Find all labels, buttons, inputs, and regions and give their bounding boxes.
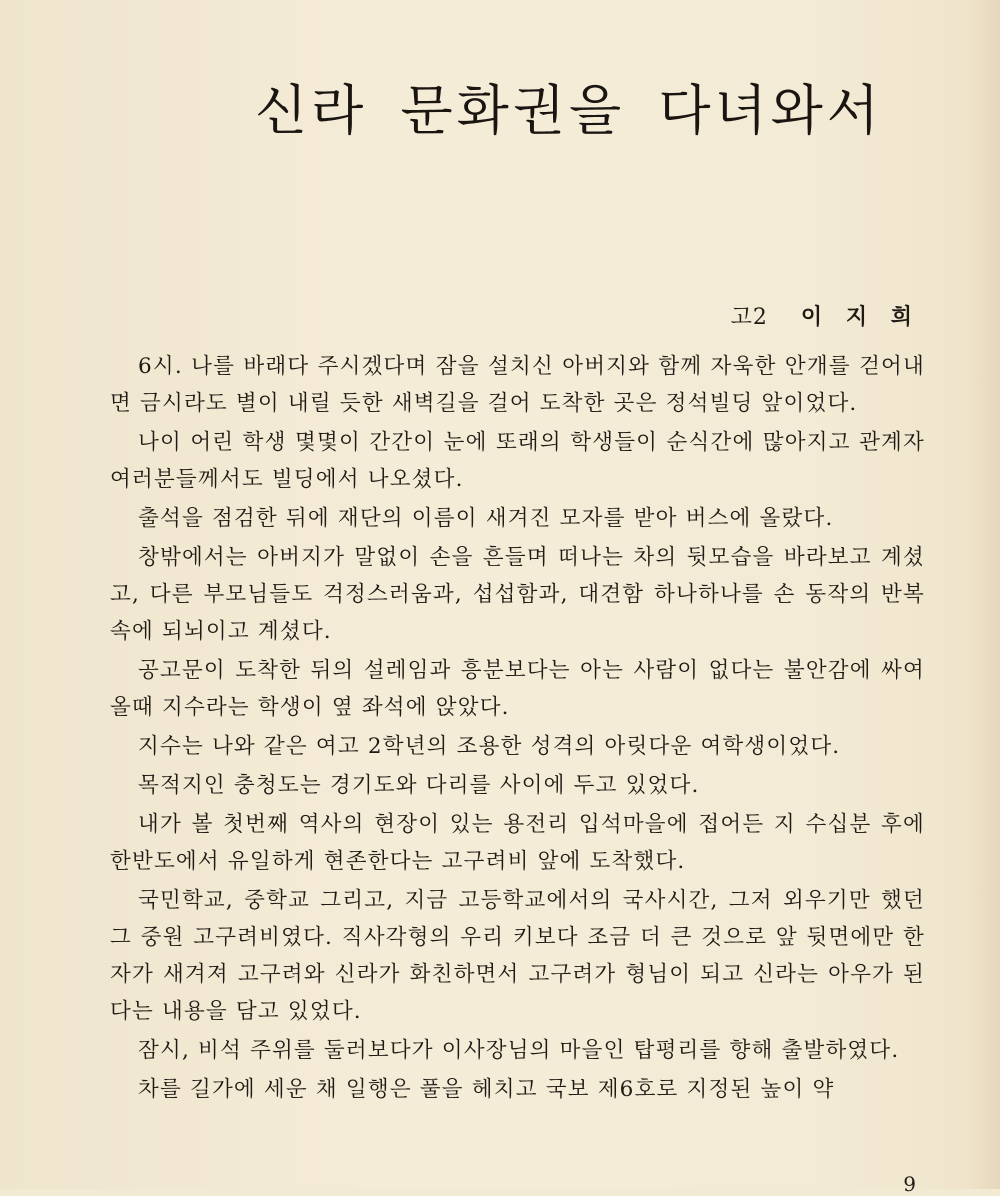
- paragraph: 잠시, 비석 주위를 둘러보다가 이사장님의 마을인 탑평리를 향해 출발하였다.: [138, 1038, 900, 1063]
- paragraph: 나이 어린 학생 몇몇이 간간이 눈에 또래의 학생들이 순식간에 많아지고 관계자 여러분들께서도 빌딩에서 나오셨다.: [110, 430, 925, 492]
- paragraph: 공고문이 도착한 뒤의 설레임과 흥분보다는 아는 사람이 없다는 불안감에 싸여 올때 지수라는 학생이 옆 좌석에 앉았다.: [110, 658, 925, 720]
- paragraph: 내가 볼 첫번째 역사의 현장이 있는 용전리 입석마을에 접어든 지 수십분 후에 한반도에서 유일하게 현존한다는 고구려비 앞에 도착했다.: [110, 812, 925, 874]
- paragraph: 국민학교, 중학교 그리고, 지금 고등학교에서의 국사시간, 그저 외우기만 했던 그 중원 고구려비였다. 직사각형의 우리 키보다 조금 더 큰 것으로 앞 뒷면에만 한자가 새겨져 고구려와 신라가 화친하면서 고구려가 형님이 되고 신라는 아우가 된다는 내용을 담고 있었다.: [110, 888, 925, 1024]
- paragraph: 지수는 나와 같은 여고 2학년의 조용한 성격의 아릿다운 여학생이었다.: [138, 734, 841, 759]
- byline: [731, 300, 920, 331]
- paragraph: 6시. 나를 바래다 주시겠다며 잠을 설치신 아버지와 함께 자욱한 안개를 걷어내면 금시라도 별이 내릴 듯한 새벽길을 걸어 도착한 곳은 정석빌딩 앞이었다.: [110, 354, 925, 416]
- page-number: 9: [903, 1172, 916, 1196]
- paragraph: 출석을 점검한 뒤에 재단의 이름이 새겨진 모자를 받아 버스에 올랐다.: [138, 506, 834, 531]
- author-grade: 고2: [730, 305, 768, 330]
- author-name: 이 지 희: [800, 305, 920, 330]
- article-title: 신라 문화권을 다녀와서: [255, 79, 883, 142]
- paragraph: 목적지인 충청도는 경기도와 다리를 사이에 두고 있었다.: [138, 773, 700, 798]
- paragraph: 창밖에서는 아버지가 말없이 손을 흔들며 떠나는 차의 뒷모습을 바라보고 계셨고, 다른 부모님들도 걱정스러움과, 섭섭함과, 대견함 하나하나를 손 동작의 반복 속에 되뇌이고 계셨다.: [110, 545, 925, 644]
- article-body: [110, 348, 925, 1110]
- paragraph: 차를 길가에 세운 채 일행은 풀을 헤치고 국보 제6호로 지정된 높이 약: [138, 1077, 835, 1102]
- page-edge-shadow: [964, 0, 1000, 1189]
